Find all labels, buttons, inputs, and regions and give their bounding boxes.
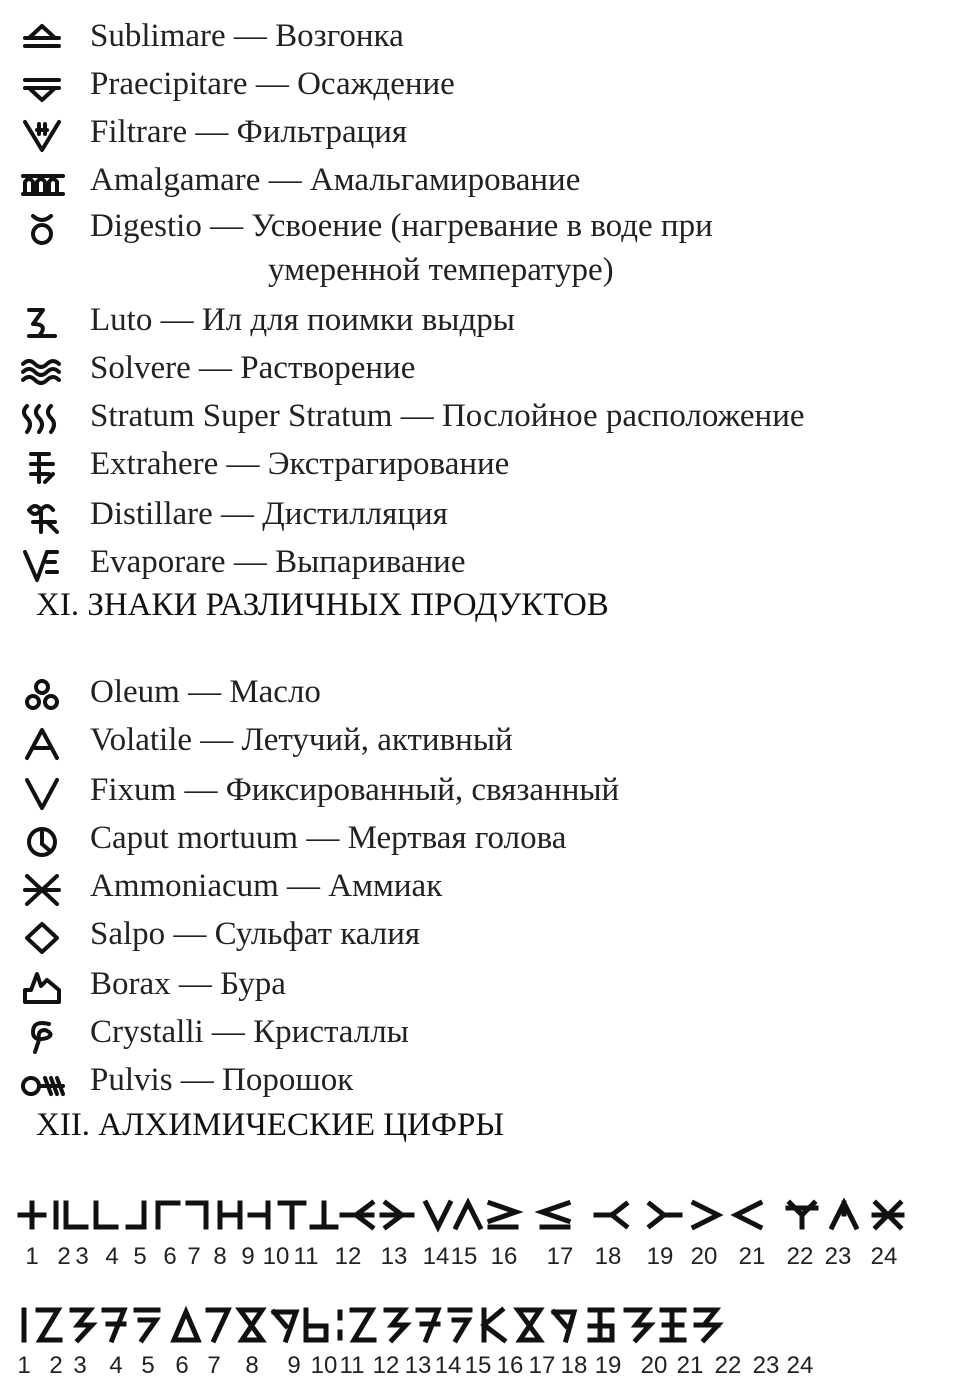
numeral-label: 11 (293, 1243, 319, 1270)
operation-text: Filtrare — Фильтрация (90, 114, 408, 150)
operation-text: Luto — Ил для поимки выдры (90, 302, 515, 338)
numeral-label: 1 (25, 1243, 39, 1270)
numeral-label: 15 (450, 1243, 478, 1270)
product-text: Pulvis — Порошок (90, 1062, 354, 1098)
numeral-label: 12 (334, 1243, 362, 1270)
operation-text: Distillare — Дистилляция (90, 496, 448, 532)
numeral-label: 16 (496, 1352, 524, 1379)
operation-text: Amalgamare — Амальгамирование (90, 162, 581, 198)
operation-row (0, 156, 970, 202)
product-row (0, 766, 970, 812)
crystalli-icon (18, 1016, 66, 1054)
operation-row (0, 296, 970, 342)
numeral-label: 6 (175, 1352, 189, 1379)
product-text: Oleum — Масло (90, 674, 321, 710)
numeral-label: 20 (640, 1352, 668, 1379)
numeral-label: 4 (109, 1352, 123, 1379)
numeral-label: 13 (380, 1243, 408, 1270)
product-text: Salpo — Сульфат калия (90, 916, 421, 952)
product-text: Volatile — Летучий, активный (90, 722, 513, 758)
operation-text: Digestio — Усвоение (нагревание в воде при (90, 208, 713, 244)
numeral-label: 4 (105, 1243, 119, 1270)
operation-text: Solvere — Растворение (90, 350, 416, 386)
product-row (0, 1008, 970, 1054)
numerals-row1-glyphs (0, 1190, 970, 1240)
numeral-label: 7 (207, 1352, 221, 1379)
product-row (0, 862, 970, 908)
evaporare-icon (18, 546, 66, 584)
numeral-label: 21 (676, 1352, 704, 1379)
numeral-label: 2 (49, 1352, 63, 1379)
numeral-label: 19 (594, 1352, 622, 1379)
numeral-label: 18 (560, 1352, 588, 1379)
numeral-label: 16 (490, 1243, 518, 1270)
operation-text: Stratum Super Stratum — Послойное расположение (90, 398, 805, 434)
numeral-label: 13 (404, 1352, 432, 1379)
section-xi-title: XI. ЗНАКИ РАЗЛИЧНЫХ ПРОДУКТОВ (36, 587, 609, 623)
numeral-label: 17 (528, 1352, 556, 1379)
operation-text-continuation: умеренной температуре) (268, 252, 614, 288)
product-text: Fixum — Фиксированный, связанный (90, 772, 620, 808)
numeral-label: 9 (287, 1352, 301, 1379)
numeral-label: 24 (786, 1352, 814, 1379)
numeral-label: 8 (245, 1352, 259, 1379)
numerals-row2-labels (0, 1352, 970, 1382)
praecipitare-icon (18, 68, 66, 106)
sublimare-icon (18, 20, 66, 58)
distillare-icon (18, 498, 66, 536)
fixum-icon (18, 774, 66, 812)
numerals-row2-glyphs (0, 1300, 970, 1350)
operation-row (0, 440, 970, 486)
numeral-label: 6 (163, 1243, 177, 1270)
numeral-label: 24 (870, 1243, 898, 1270)
numeral-label: 2 (57, 1243, 71, 1270)
product-row (0, 910, 970, 956)
product-row (0, 668, 970, 714)
numeral-label: 10 (310, 1352, 338, 1379)
operation-row (0, 344, 970, 390)
salpo-icon (18, 918, 66, 956)
numeral-label: 23 (752, 1352, 780, 1379)
numeral-label: 15 (464, 1352, 492, 1379)
numerals-row1-labels (0, 1243, 970, 1273)
volatile-icon (18, 724, 66, 762)
solvere-icon (18, 352, 66, 390)
product-text: Caput mortuum — Мертвая голова (90, 820, 567, 856)
operation-row (0, 490, 970, 536)
numeral-label: 8 (213, 1243, 227, 1270)
numeral-label: 12 (372, 1352, 400, 1379)
digestio-icon (18, 210, 66, 248)
luto-icon (18, 304, 66, 342)
numeral-label: 18 (594, 1243, 622, 1270)
operation-text: Sublimare — Возгонка (90, 18, 404, 54)
numeral-label: 22 (714, 1352, 742, 1379)
pulvis-icon (18, 1064, 66, 1102)
numeral-label: 17 (546, 1243, 574, 1270)
numeral-label: 23 (824, 1243, 852, 1270)
section-xii-title: XII. АЛХИМИЧЕСКИЕ ЦИФРЫ (36, 1107, 505, 1143)
operation-text: Praecipitare — Осаждение (90, 66, 455, 102)
operation-row (0, 538, 970, 584)
numeral-label: 20 (690, 1243, 718, 1270)
ammoniacum-icon (18, 870, 66, 908)
product-text: Ammoniacum — Аммиак (90, 868, 443, 904)
numeral-label: 5 (133, 1243, 147, 1270)
caput-mortuum-icon (18, 822, 66, 860)
product-row (0, 814, 970, 860)
numeral-label: 1 (17, 1352, 31, 1379)
product-text: Borax — Бура (90, 966, 286, 1002)
operation-row (0, 392, 970, 438)
numeral-label: 21 (738, 1243, 766, 1270)
operation-row (0, 108, 970, 154)
numeral-label: 5 (141, 1352, 155, 1379)
product-text: Crystalli — Кристаллы (90, 1014, 409, 1050)
numeral-label: 10 (262, 1243, 290, 1270)
numeral-label: 3 (73, 1352, 87, 1379)
numeral-label: 22 (786, 1243, 814, 1270)
numeral-label: 3 (75, 1243, 89, 1270)
borax-icon (18, 968, 66, 1006)
product-row (0, 716, 970, 762)
stratum-icon (18, 400, 66, 438)
product-row (0, 1056, 970, 1102)
amalgamare-icon (18, 164, 66, 202)
operation-row (0, 202, 970, 288)
product-row (0, 960, 970, 1006)
oleum-icon (18, 676, 66, 714)
operation-text: Evaporare — Выпаривание (90, 544, 466, 580)
extrahere-icon (18, 448, 66, 486)
filtrare-icon (18, 116, 66, 154)
numeral-label: 19 (646, 1243, 674, 1270)
operation-row (0, 12, 970, 58)
numeral-label: 11 (339, 1352, 365, 1379)
numeral-label: 14 (434, 1352, 462, 1379)
operation-row (0, 60, 970, 106)
operation-text: Extrahere — Экстрагирование (90, 446, 510, 482)
numeral-label: 9 (241, 1243, 255, 1270)
numeral-label: 14 (422, 1243, 450, 1270)
numeral-label: 7 (187, 1243, 201, 1270)
